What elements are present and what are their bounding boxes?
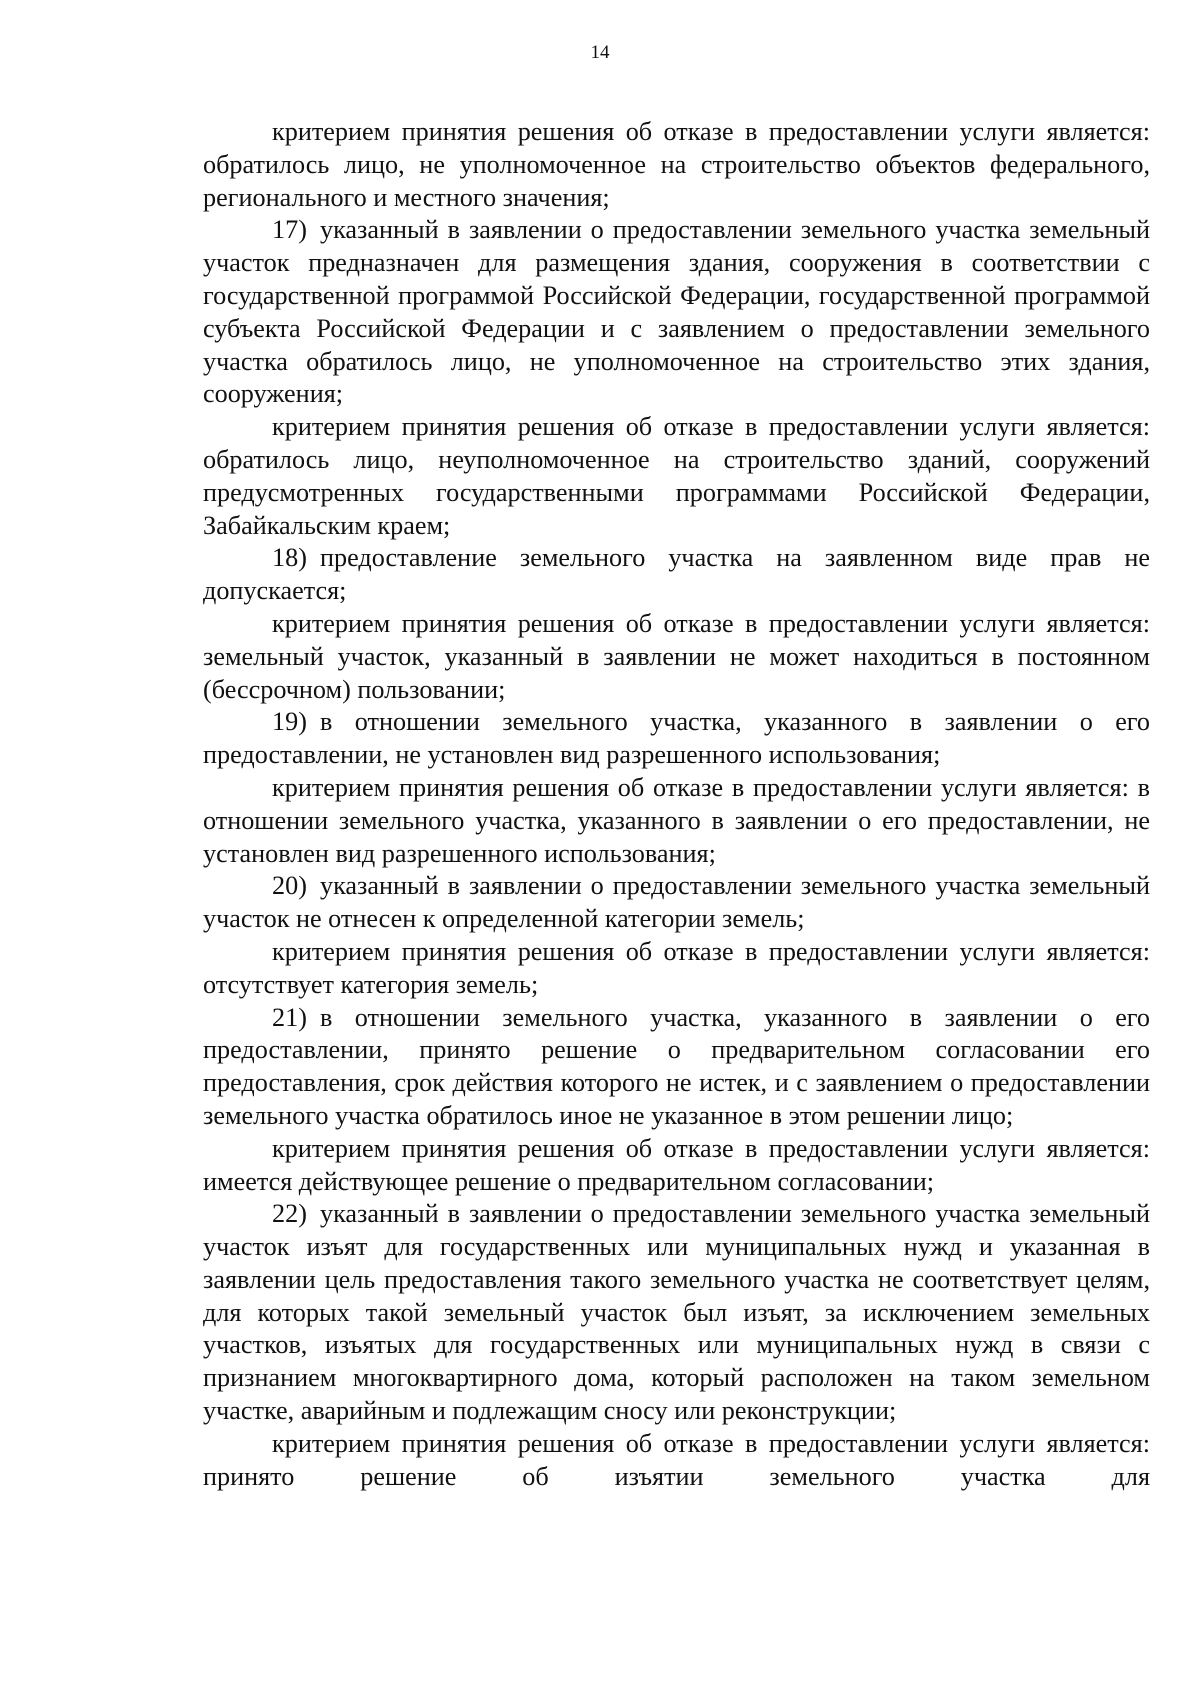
numbered-paragraph — [203, 870, 1150, 936]
paragraph-text: указанный в заявлении о предоставлении земельного участка земельный участок изъят для государственных или муниципальных нужд и указанная в заявлении цель предоставления такого земельного участка не соответствует целям, для которых такой земельный участок был изъят, за исключением земельных участков, изъятых для государственных или муниципальных нужд в связи с признанием многоквартирного дома, который расположен на таком земельном участке, аварийным и подлежащим сносу или реконструкции; — [203, 1199, 1150, 1426]
numbered-paragraph — [203, 1002, 1150, 1133]
numbered-paragraph — [203, 706, 1150, 772]
page-number: 14 — [590, 42, 610, 63]
numbered-paragraph — [203, 542, 1150, 608]
paragraph-text: в отношении земельного участка, указанного в заявлении о его предоставлении, не установлен вид разрешенного использования; — [203, 707, 1150, 770]
paragraph-text: критерием принятия решения об отказе в предоставлении услуги является: отсутствует категория земель; — [203, 936, 1150, 999]
document-body — [203, 116, 1150, 1493]
paragraph-text: критерием принятия решения об отказе в предоставлении услуги является: в отношении земельного участка, указанного в заявлении о его предоставлении, не установлен вид разрешенного использования; — [203, 772, 1150, 868]
paragraph — [203, 1428, 1150, 1494]
paragraph — [203, 772, 1150, 870]
paragraph-text: критерием принятия решения об отказе в предоставлении услуги является: принято решение об изъятии земельного участка для — [203, 1428, 1150, 1491]
paragraph-text: указанный в заявлении о предоставлении земельного участка земельный участок не отнесен к определенной категории земель; — [203, 871, 1150, 934]
item-number: 22) — [272, 1199, 307, 1229]
numbered-paragraph — [203, 214, 1150, 411]
item-number: 17) — [272, 215, 307, 245]
numbered-paragraph — [203, 1198, 1150, 1428]
paragraph-text: критерием принятия решения об отказе в предоставлении услуги является: обратилось лицо, не уполномоченное на строительство объектов федерального, регионального и местного значения; — [203, 117, 1150, 212]
item-number: 20) — [272, 871, 307, 901]
paragraph-text: критерием принятия решения об отказе в предоставлении услуги является: земельный участок, указанный в заявлении не может находиться в постоянном (бессрочном) пользовании; — [203, 608, 1150, 704]
paragraph-text: предоставление земельного участка на заявленном виде прав не допускается; — [203, 543, 1150, 606]
item-number: 18) — [272, 543, 307, 573]
paragraph — [203, 411, 1150, 542]
paragraph — [203, 608, 1150, 706]
paragraph-text: указанный в заявлении о предоставлении земельного участка земельный участок предназначен для размещения здания, сооружения в соответствии с государственной программой Российской Федерации, государственной программой субъекта Российской Федерации и с заявлением о предоставлении земельного участка обратилось лицо, не уполномоченное на строительство этих здания, сооружения; — [203, 215, 1150, 409]
item-number: 21) — [272, 1002, 307, 1032]
paragraph — [203, 116, 1150, 214]
paragraph — [203, 936, 1150, 1002]
paragraph-text: критерием принятия решения об отказе в предоставлении услуги является: обратилось лицо, неуполномоченное на строительство зданий, сооружений предусмотренных государственными программами Российской Федерации, Забайкальским краем; — [203, 412, 1150, 540]
item-number: 19) — [272, 707, 307, 737]
paragraph-text: в отношении земельного участка, указанного в заявлении о его предоставлении, принято решение о предварительном согласовании его предоставления, срок действия которого не истек, и с заявлением о предоставлении земельного участка обратилось иное не указанное в этом решении лицо; — [203, 1002, 1150, 1130]
paragraph — [203, 1133, 1150, 1199]
paragraph-text: критерием принятия решения об отказе в предоставлении услуги является: имеется действующее решение о предварительном согласовании; — [203, 1133, 1150, 1196]
